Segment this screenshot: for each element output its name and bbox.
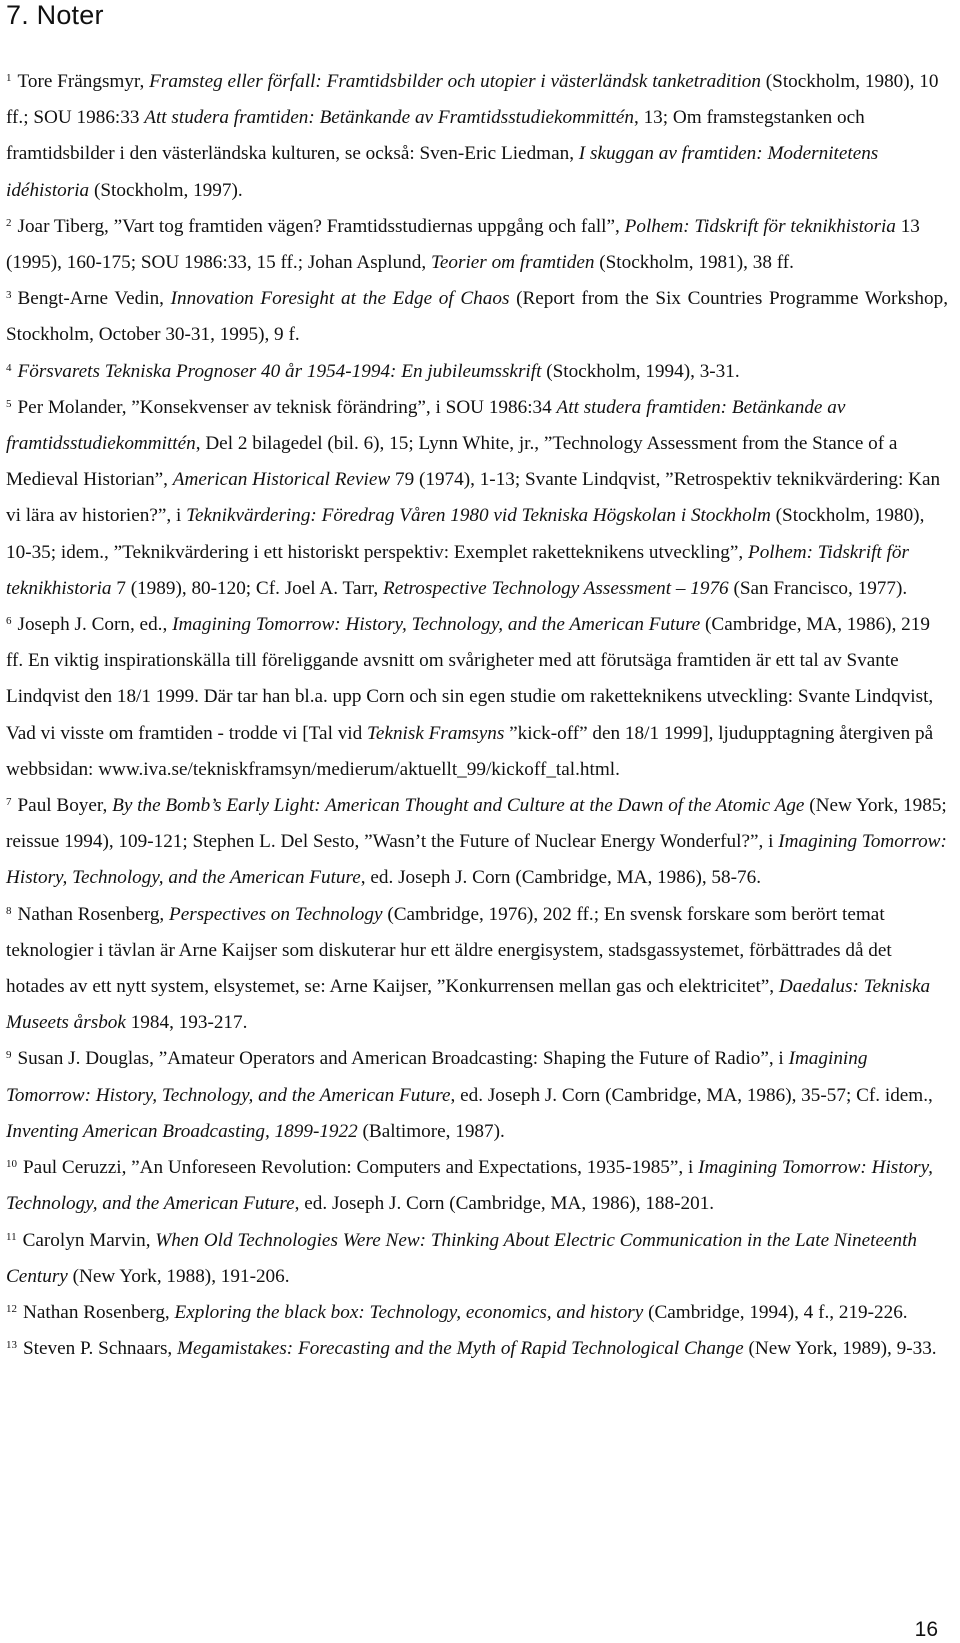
footnote-number: 5	[6, 397, 12, 410]
footnote-text: 13 (1995), 160-175; SOU 1986:33, 15 ff.; Johan Asplund,	[6, 215, 920, 274]
footnote-9	[6, 1041, 948, 1150]
footnote-3	[6, 281, 948, 353]
footnote-number: 13	[6, 1339, 17, 1352]
footnote-text: (Cambridge, 1976), 202 ff.; En svensk forskare som berört temat teknologier i tävlan är Arne Kaijser som diskuterar hur ett äldre energisystem, stadsgassystemet, förbättrades då det hotades av ett nytt system, elsystemet, se: Arne Kaijser, ”Konkurrensen mellan gas och elektricitet”,	[6, 903, 892, 998]
footnote-text: (New York, 1988), 191-206.	[67, 1265, 290, 1287]
footnote-text: 79 (1974), 1-13; Svante Lindqvist, ”Retrospektiv teknikvärdering: Kan vi lära av historien?”, i	[6, 469, 941, 527]
footnote-8	[6, 897, 948, 1042]
section-heading: 7. Noter	[6, 0, 104, 30]
footnote-number: 12	[6, 1302, 17, 1315]
footnote-title: Polhem: Tidskrift för teknikhistoria	[624, 215, 896, 237]
footnote-text: (New York, 1985; reissue 1994), 109-121; Stephen L. Del Sesto, ”Wasn’t the Future of Nuclear Energy Wonderful?”, i	[6, 795, 947, 853]
footnote-title: By the Bomb’s Early Light: American Thought and Culture at the Dawn of the Atomic Age	[112, 795, 805, 817]
footnote-text: (Stockholm, 1980), 10-35; idem., ”Teknikvärdering i ett historiskt perspektiv: Exemplet raketteknikens utveckling”,	[6, 505, 925, 563]
footnote-text: (Stockholm, 1981), 38 ff.	[594, 252, 794, 274]
footnote-text: 1984, 193-217.	[125, 1012, 248, 1034]
footnote-text: Joseph J. Corn, ed.,	[17, 614, 173, 636]
footnote-text: , 13; Om framstegstanken och framtidsbilder i den västerländska kulturen, se också: Sven-Eric Liedman,	[6, 107, 865, 165]
footnote-text: Tore Frängsmyr,	[17, 71, 150, 92]
footnote-text: (New York, 1989), 9-33.	[743, 1338, 937, 1360]
footnote-text: (San Francisco, 1977).	[728, 577, 908, 599]
footnote-title: Försvarets Tekniska Prognoser 40 år 1954-1994: En jubileumsskrift	[17, 360, 542, 382]
footnote-text: 7 (1989), 80-120; Cf. Joel A. Tarr,	[111, 577, 383, 599]
footnote-text: Paul Boyer,	[17, 795, 113, 817]
footnote-title: When Old Technologies Were New: Thinking About Electric Communication in the Late Nineteenth Century	[6, 1229, 918, 1287]
footnote-title: Innovation Foresight at the Edge of Chaos	[170, 288, 510, 310]
footnote-text: Per Molander, ”Konsekvenser av teknisk förändring”, i SOU 1986:34	[17, 396, 557, 418]
footnote-title: Imagining Tomorrow: History, Technology, and the American Future	[172, 614, 701, 636]
footnote-text: Steven P. Schnaars,	[23, 1338, 178, 1360]
footnote-text: , ed. Joseph J. Corn (Cambridge, MA, 1986), 58-76.	[360, 867, 761, 889]
footnote-6	[6, 607, 948, 788]
footnote-text: (Cambridge, MA, 1986), 219 ff. En viktig inspirationskälla till föreliggande avsnitt om svårigheter med att förutsäga framtiden är ett tal av Svante Lindqvist den 18/1 1999. Där tar han bl.a. upp Corn och sin egen studie om raketteknikens utveckling: Svante Lindqvist, Vad vi visste om framtiden - trodde vi [Tal vid	[6, 614, 934, 744]
footnote-number: 1	[6, 72, 12, 84]
footnote-text: Bengt-Arne Vedin,	[17, 288, 171, 310]
footnote-title: Perspectives on Technology	[169, 903, 383, 925]
footnote-title: Imagining Tomorrow: History, Technology, and the American Future	[6, 831, 947, 889]
footnote-7	[6, 788, 948, 897]
footnote-number: 2	[6, 216, 12, 229]
footnote-10	[6, 1150, 948, 1222]
footnote-number: 6	[6, 615, 12, 628]
footnote-number: 4	[6, 361, 12, 374]
footnote-text: (Stockholm, 1997).	[89, 179, 243, 201]
footnote-text: Susan J. Douglas, ”Amateur Operators and American Broadcasting: Shaping the Future of Radio”, i	[17, 1048, 789, 1070]
footnote-title: Imagining Tomorrow: History, Technology, and the American Future	[6, 1048, 868, 1106]
footnote-title: Polhem: Tidskrift för teknikhistoria	[6, 541, 909, 599]
footnote-title: Teorier om framtiden	[430, 252, 595, 274]
footnote-text: ”kick-off” den 18/1 1999], ljudupptagning återgiven på webbsidan: www.iva.se/tekniskframsyn/medierum/aktuellt_99/kickoff_tal.html.	[6, 722, 934, 780]
footnote-text: Nathan Rosenberg,	[17, 903, 170, 925]
footnote-1	[6, 64, 948, 209]
footnote-text: Joar Tiberg, ”Vart tog framtiden vägen? Framtidsstudiernas uppgång och fall”,	[17, 215, 625, 237]
footnote-title: Teknisk Framsyns	[367, 722, 505, 744]
footnote-text: , ed. Joseph J. Corn (Cambridge, MA, 1986), 188-201.	[294, 1193, 715, 1215]
footnote-text: Paul Ceruzzi, ”An Unforeseen Revolution: Computers and Expectations, 1935-1985”, i	[23, 1157, 699, 1179]
footnote-number: 3	[6, 289, 12, 302]
footnote-title: Att studera framtiden: Betänkande av framtidsstudiekommittén	[6, 396, 846, 455]
footnote-text: , Del 2 bilagedel (bil. 6), 15; Lynn White, jr., ”Technology Assessment from the Stance of a Medieval Historian”,	[6, 433, 898, 491]
footnote-title: I skuggan av framtiden: Modernitetens idéhistoria	[6, 143, 879, 201]
footnote-number: 11	[6, 1230, 17, 1243]
footnote-title: American Historical Review	[172, 469, 391, 491]
footnote-title: Framsteg eller förfall: Framtidsbilder och utopier i västerländsk tanketradition	[149, 71, 761, 92]
footnote-text: (Cambridge, 1994), 4 f., 219-226.	[643, 1301, 908, 1323]
footnote-title: Imagining Tomorrow: History, Technology, and the American Future	[6, 1157, 933, 1215]
footnote-11	[6, 1223, 948, 1295]
footnote-2	[6, 209, 948, 281]
footnote-text: (Stockholm, 1980), 10 ff.; SOU 1986:33	[6, 71, 939, 129]
footnote-12	[6, 1295, 948, 1331]
footnote-number: 8	[6, 904, 12, 917]
footnote-text: , ed. Joseph J. Corn (Cambridge, MA, 1986), 35-57; Cf. idem.,	[450, 1084, 933, 1106]
footnote-title: Att studera framtiden: Betänkande av Framtidsstudiekommittén	[144, 107, 634, 129]
footnote-number: 10	[6, 1158, 17, 1171]
footnote-text: (Baltimore, 1987).	[357, 1120, 505, 1142]
footnote-text: (Report from the Six Countries Programme Workshop, Stockholm, October 30-31, 1995), 9 f.	[6, 288, 948, 346]
footnote-number: 7	[6, 796, 12, 809]
footnote-5	[6, 390, 948, 607]
notes-list	[6, 64, 948, 1367]
footnote-title: Inventing American Broadcasting, 1899-1922	[6, 1120, 358, 1142]
footnote-text: (Stockholm, 1994), 3-31.	[541, 360, 740, 382]
footnote-number: 9	[6, 1049, 12, 1062]
page-number: 16	[914, 1618, 938, 1641]
footnote-text: Carolyn Marvin,	[22, 1229, 156, 1251]
footnote-title: Megamistakes: Forecasting and the Myth of Rapid Technological Change	[177, 1338, 744, 1360]
footnote-13	[6, 1331, 948, 1367]
footnote-title: Retrospective Technology Assessment – 1976	[382, 577, 729, 599]
footnote-title: Daedalus: Tekniska Museets årsbok	[6, 976, 931, 1034]
footnote-title: Teknikvärdering: Föredrag Våren 1980 vid Tekniska Högskolan i Stockholm	[186, 505, 771, 527]
footnote-text: Nathan Rosenberg,	[23, 1301, 175, 1323]
footnote-title: Exploring the black box: Technology, economics, and history	[174, 1301, 644, 1323]
footnote-4	[6, 354, 948, 390]
